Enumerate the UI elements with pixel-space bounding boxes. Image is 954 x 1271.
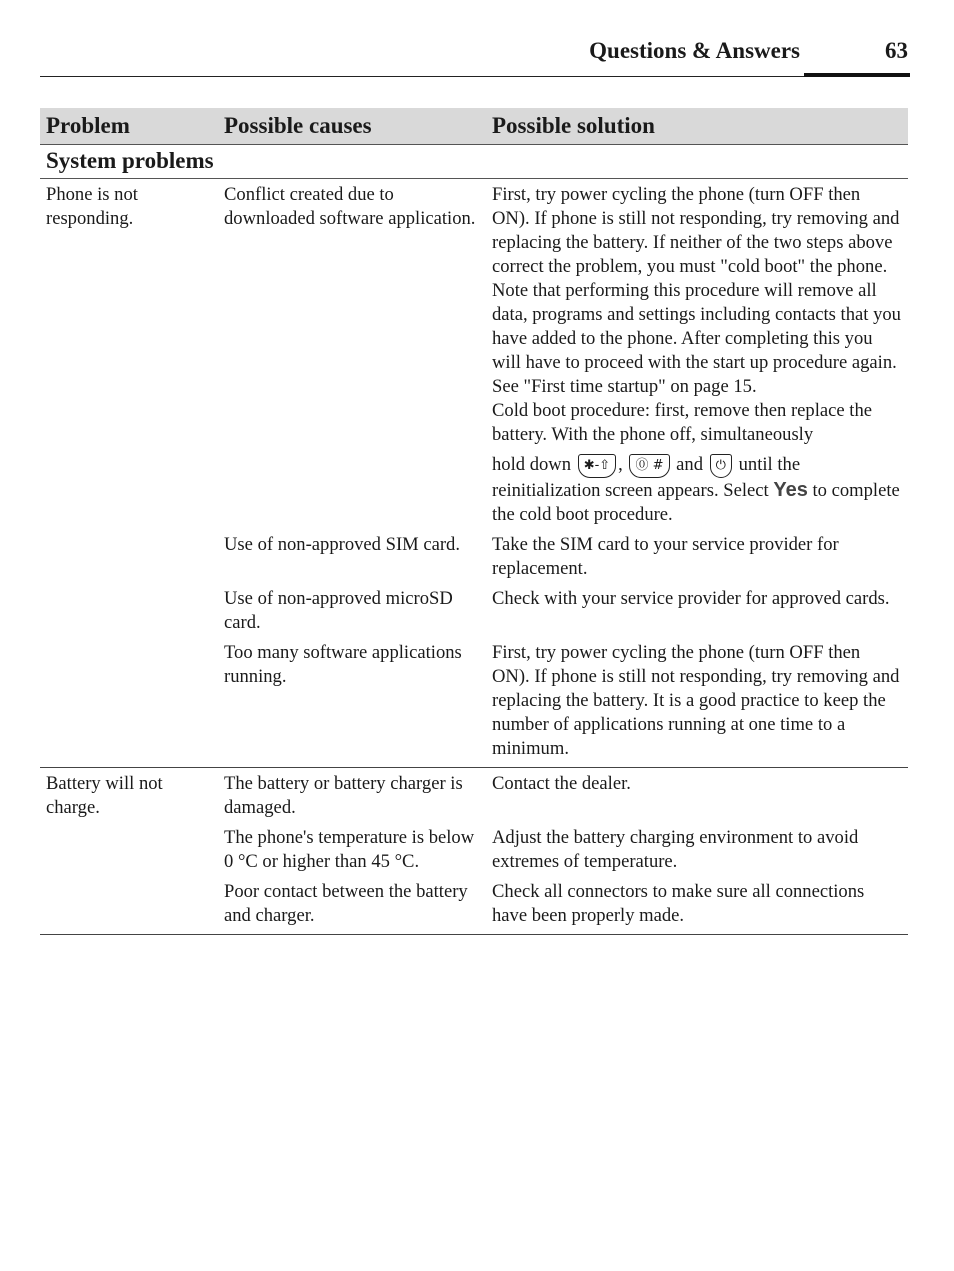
page-header [40,36,910,78]
section-row [40,145,908,179]
problem-cell: Phone is not responding. [46,184,138,229]
yes-softkey-label: Yes [773,478,808,501]
cause-cell: The battery or battery charger is damaged. [224,772,463,818]
cause-cell: Too many software applications running. [218,641,486,768]
column-header-causes: Possible causes [218,108,486,145]
and-text: and [676,454,704,475]
completion-text: to complete the cold boot procedure. [492,479,900,525]
page-number: 63 [885,38,908,63]
problem-cell: Battery will not charge. [46,772,163,818]
header-rule-accent [804,73,910,77]
solution-cell: Adjust the battery charging environment to avoid extremes of temperature. [492,826,859,872]
solution-cell: Contact the dealer. [492,772,631,794]
star-key-icon: ✱-⇧ [578,454,616,478]
cause-cell: Poor contact between the battery and charger. [218,880,486,935]
solution-cell: Take the SIM card to your service provider for replacement. [492,533,839,579]
table-row [40,179,908,533]
problem-cell [40,826,218,880]
table-row [40,880,908,935]
cause-cell: Use of non-approved microSD card. [224,587,453,633]
cause-cell: Conflict created due to downloaded software application. [224,184,476,229]
table-header-row [40,108,908,145]
column-header-problem: Problem [40,108,218,145]
key-sequence: hold down ✱-⇧ , ⓪ # and ⏻ until the reinitialization screen appears. Select Yes to complete the cold boot procedure. [492,454,900,525]
troubleshooting-table [40,108,908,935]
table-row [40,587,908,641]
table-row [40,767,908,826]
solution-cell: Check with your service provider for approved cards. [492,587,890,609]
problem-cell [40,641,218,768]
table-row [40,826,908,880]
cold-boot-text: Cold boot procedure: first, remove then replace the battery. With the phone off, simultaneously [492,400,873,445]
power-key-icon: ⏻ [710,454,732,478]
table-row [40,533,908,587]
problem-cell [40,587,218,641]
table-row [40,641,908,768]
solution-cell: First, try power cycling the phone (turn OFF then ON). If phone is still not responding, try removing and replacing the battery. It is a good practice to keep the number of applications running at one time to a minimum. [486,641,908,768]
cause-cell: Use of non-approved SIM card. [224,533,460,555]
hash-key-icon: ⓪ # [629,454,669,478]
header-rule [40,76,910,77]
hold-down-text: hold down [492,454,572,475]
until-text: until the reinitialization screen appears. Select [492,454,801,501]
solution-text: First, try power cycling the phone (turn OFF then ON). If phone is still not responding, try removing and replacing the battery. If neither of the two steps above correct the problem, you must "cold boot" the phone. Note that performing this procedure will remove all data, programs and settings including contacts that you have added to the phone. After completing this you will have to proceed with the start up procedure again. See "First time startup" on page 15. [492,184,901,397]
cause-cell: The phone's temperature is below 0 °C or higher than 45 °C. [224,826,475,872]
problem-cell [40,533,218,587]
section-title: Questions & Answers [589,38,800,63]
section-heading: System problems [40,145,908,179]
problem-cell [40,880,218,935]
column-header-solution: Possible solution [486,108,908,145]
solution-cell [486,179,908,533]
solution-cell: Check all connectors to make sure all connections have been properly made. [486,880,908,935]
